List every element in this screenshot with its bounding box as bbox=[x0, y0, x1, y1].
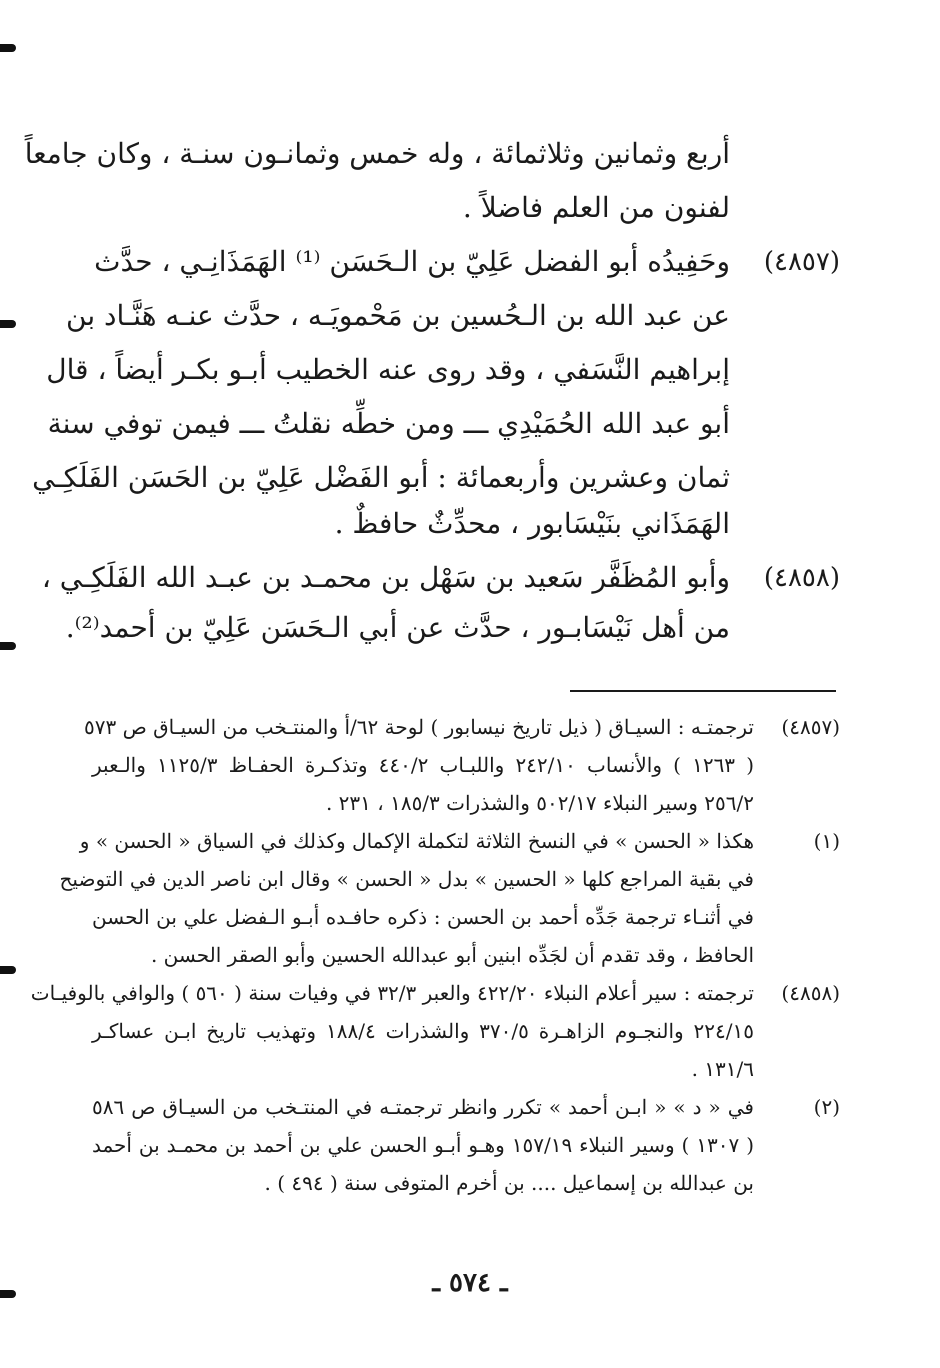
main-text-line: أربع وثمانين وثلاثمائة ، وله خمس وثمانـون سنـة ، وكان جامعاً bbox=[24, 137, 730, 170]
entry-line: وأبو المُظَفَّر سَعيد بن سَهْل بن محمـد بن عبـد الله الفَلَكِـي ، bbox=[41, 561, 730, 594]
footnote-label: (٤٨٥٧) bbox=[781, 715, 840, 739]
scan-edge-mark bbox=[0, 966, 16, 974]
entry-number: (٤٨٥٨) bbox=[763, 563, 840, 593]
footnote-separator bbox=[570, 690, 836, 692]
footnote-label: (٢) bbox=[813, 1095, 840, 1119]
footnote-label: (٤٨٥٨) bbox=[781, 981, 840, 1005]
entry-line: ثمان وعشرين وأربعمائة : أبو الفَضْل عَلِيّ بن الحَسَن الفَلَكِـي bbox=[32, 461, 730, 494]
footnote-line: بن عبدالله بن إسماعيل .... بن أخرم المتوفى سنة ( ٤٩٤ ) . bbox=[264, 1171, 754, 1195]
footnote-line: ٢٢٤/١٥ والنجـوم الزاهـرة ٣٧٠/٥ والشذرات ١٨٨/٤ وتهذيب تاريخ ابـن عساكـر bbox=[92, 1019, 754, 1043]
footnote-label: (١) bbox=[813, 829, 840, 853]
main-text bbox=[24, 0, 840, 660]
footnote-line: ترجمته : سير أعلام النبلاء ٤٢٢/٢٠ والعبر ٣٢/٣ في وفيات سنة ( ٥٦٠ ) والوافي بالوفيـات bbox=[30, 981, 754, 1005]
entry-line: من أهل نَيْسَابـور ، حدَّث عن أبي الـحَسَن عَلِيّ بن أحمد⁽²⁾. bbox=[65, 611, 730, 644]
main-text-line: لفنون من العلم فاضلاً . bbox=[462, 191, 730, 224]
footnote-line: ترجمتـه : السيـاق ( ذيل تاريخ نيسابور ) لوحة ٦٢/أ والمنتـخب من السيـاق ص ٥٧٣ bbox=[84, 715, 754, 739]
entry-number: (٤٨٥٧) bbox=[763, 247, 840, 277]
footnote-line: في أثنـاء ترجمة جَدِّه أحمد بن الحسن : ذكره حافـده أبـو الـفضل علي بن الحسن bbox=[92, 905, 754, 929]
footnote-line: ١٣١/٦ . bbox=[691, 1057, 754, 1081]
page-number: ـ ٥٧٤ ـ bbox=[432, 1268, 508, 1298]
footnote-line: ( ١٢٦٣ ) والأنساب ٢٤٢/١٠ واللبـاب ٤٤٠/٢ وتذكـرة الحفـاظ ١١٢٥/٣ والـعبر bbox=[92, 753, 754, 777]
entry-line: عن عبد الله بن الـحُسين بن مَحْمويَـه ، حدَّث عنـه هَنَّـاد بن bbox=[66, 299, 730, 332]
entry-line: أبو عبد الله الحُمَيْدِي ـــ ومن خطِّه نقلتُ ـــ فيمن توفي سنة bbox=[47, 407, 730, 440]
footnote-line: ( ١٣٠٧ ) وسير النبلاء ١٥٧/١٩ وهـو أبـو الحسن علي بن أحمد بن محمـد بن أحمد bbox=[92, 1133, 754, 1157]
footnote-line: هكذا « الحسن » في النسخ الثلاثة لتكملة الإكمال وكذلك في السياق « الحسن » و bbox=[79, 829, 754, 853]
entry-line: الهَمَذَاني بنَيْسَابور ، محدِّثٌ حافظٌ . bbox=[334, 507, 730, 540]
scan-edge-mark bbox=[0, 642, 16, 650]
footnote-line: في بقية المراجع كلها « الحسين » بدل « الحسن » وقال ابن ناصر الدين في التوضيح bbox=[59, 867, 754, 891]
footnote-line: في « د » « ابـن أحمد » تكرر وانظر ترجمتـه في المنتـخب من السيـاق ص ٥٨٦ bbox=[92, 1095, 754, 1119]
scan-edge-mark bbox=[0, 44, 16, 52]
entry-line: إبراهيم النَّسَفي ، وقد روى عنه الخطيب أبـو بكـر أيضاً ، قال bbox=[46, 353, 730, 386]
footnote-line: الحافظ ، وقد تقدم أن لجَدِّه ابنين أبو عبدالله الحسين وأبو الصقر الحسن . bbox=[150, 943, 754, 967]
scan-edge-mark bbox=[0, 1290, 16, 1298]
scan-edge-mark bbox=[0, 320, 16, 328]
entry-line: وحَفِيدُه أبو الفضل عَلِيّ بن الـحَسَن ⁽¹⁾ الهَمَذَانِـي ، حدَّث bbox=[94, 245, 730, 278]
footnote-line: ٢٥٦/٢ وسير النبلاء ٥٠٢/١٧ والشذرات ١٨٥/٣ ، ٢٣١ . bbox=[325, 791, 754, 815]
